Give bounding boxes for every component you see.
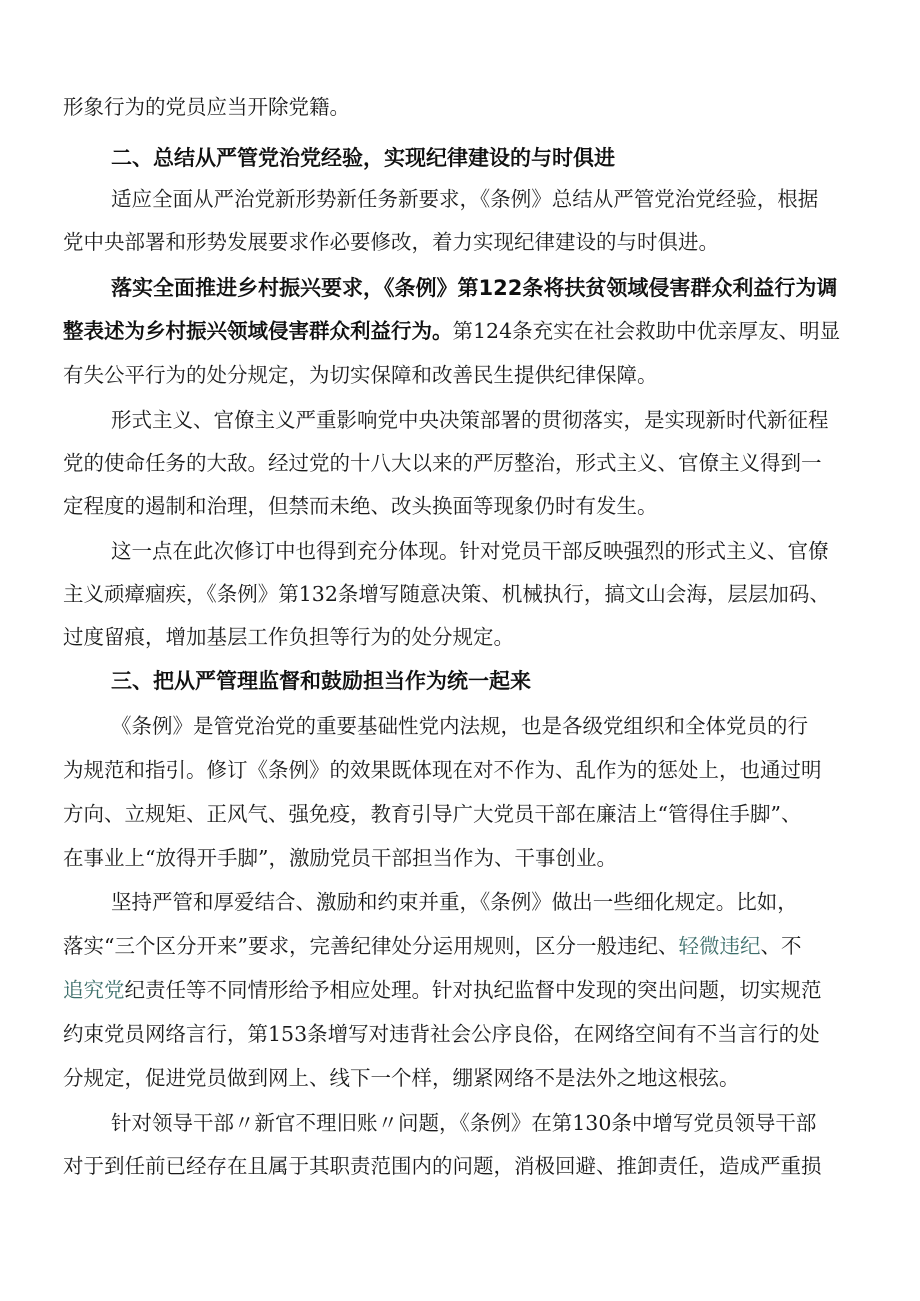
paragraph-line: 分规定，促进党员做到网上、线下一个样，绷紧网络不是法外之地这根弦。 xyxy=(63,1066,740,1090)
paragraph-line: 党中央部署和形势发展要求作必要修改，着力实现纪律建设的与时俱进。 xyxy=(63,230,719,254)
paragraph-line: 《条例》是管党治党的重要基础性党内法规，也是各级党组织和全体党员的行 xyxy=(111,714,808,738)
paragraph-line xyxy=(63,980,822,1001)
paragraph-line: 这一点在此次修订中也得到充分体现。针对党员干部反映强烈的形式主义、官僚 xyxy=(111,539,829,563)
section-heading-3: 三、把从严管理监督和鼓励担当作为统一起来 xyxy=(111,669,531,693)
paragraph-line: 对于到任前已经存在且属于其职责范围内的问题，消极回避、推卸责任，造成严重损 xyxy=(63,1154,822,1178)
paragraph-line: 定程度的遏制和治理，但禁而未绝、改头换面等现象仍时有发生。 xyxy=(63,494,658,518)
paragraph-line: 约束党员网络言行，第153条增写对违背社会公序良俗，在网络空间有不当言行的处 xyxy=(63,1022,820,1046)
regular-span: 纪责任等不同情形给予相应处理。针对执纪监督中发现的突出问题，切实规范 xyxy=(124,978,822,1002)
paragraph-line: 方向、立规矩、正风气、强免疫，教育引导广大党员干部在廉洁上“管得住手脚”、 xyxy=(63,802,802,826)
paragraph-line: 有失公平行为的处分规定，为切实保障和改善民生提供纪律保障。 xyxy=(63,363,658,387)
paragraph-line: 过度留痕，增加基层工作负担等行为的处分规定。 xyxy=(63,625,514,649)
paragraph-line: 坚持严管和厚爱结合、激励和约束并重，《条例》做出一些细化规定。比如， xyxy=(111,890,798,914)
regular-span: 、不 xyxy=(760,934,802,958)
paragraph-line: 党的使命任务的大敌。经过党的十八大以来的严厉整治，形式主义、官僚主义得到一 xyxy=(63,451,822,475)
paragraph-line: 在事业上“放得开手脚”，激励党员干部担当作为、干事创业。 xyxy=(63,846,617,870)
paragraph-line: 为规范和指引。修订《条例》的效果既体现在对不作为、乱作为的惩处上，也通过明 xyxy=(63,758,822,782)
paragraph-line: 适应全面从严治党新形势新任务新要求，《条例》总结从严管党治党经验，根据 xyxy=(111,187,819,211)
mixed-paragraph-line xyxy=(63,321,840,342)
section-heading-2: 二、总结从严管党治党经验，实现纪律建设的与时俱进 xyxy=(111,146,615,170)
accent-span: 追究党 xyxy=(63,978,125,1002)
bold-paragraph-line: 落实全面推进乡村振兴要求，《条例》第122条将扶贫领域侵害群众利益行为调 xyxy=(111,276,838,300)
paragraph-line: 形象行为的党员应当开除党籍。 xyxy=(63,95,350,119)
bold-span: 整表述为乡村振兴领域侵害群众利益行为。 xyxy=(63,319,453,343)
accent-span: 轻微违纪 xyxy=(678,934,761,958)
regular-span: 第124条充实在社会救助中优亲厚友、明显 xyxy=(452,319,841,343)
paragraph-line: 针对领导干部〃新官不理旧账〃问题，《条例》在第130条中增写党员领导干部 xyxy=(111,1111,817,1135)
paragraph-line: 形式主义、官僚主义严重影响党中央决策部署的贯彻落实，是实现新时代新征程 xyxy=(111,408,829,432)
paragraph-line: 主义顽瘴痼疾，《条例》第132条增写随意决策、机械执行，搞文山会海，层层加码、 xyxy=(63,582,830,606)
regular-span: 落实“三个区分开来”要求，完善纪律处分运用规则，区分一般违纪、 xyxy=(63,934,679,958)
paragraph-line xyxy=(63,936,801,957)
